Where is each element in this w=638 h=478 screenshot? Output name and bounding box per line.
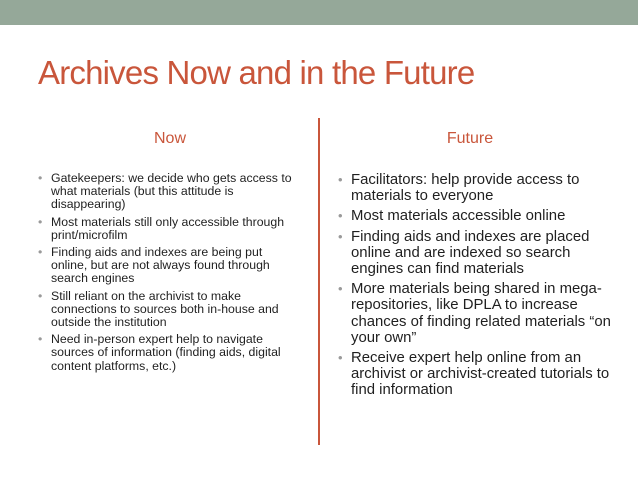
column-divider [318, 118, 320, 445]
slide-title: Archives Now and in the Future [38, 54, 475, 91]
column-heading-now: Now [153, 130, 186, 147]
future-bullet-item: • Most materials accessible online [338, 208, 620, 224]
future-bullet-item: • Facilitators: help provide access to materials to everyone [338, 172, 620, 204]
future-bullet-item: • Receive expert help online from an archivist or archivist-created tutorials to find information [338, 350, 620, 399]
column-heading-future: Future [446, 130, 494, 147]
now-bullet-item: • Most materials still only accessible through print/microfilm [38, 216, 300, 242]
now-bullet-item: • Gatekeepers: we decide who gets access to what materials (but this attitude is disappearing) [38, 172, 300, 212]
future-bullet-item: • More materials being shared in mega-repositories, like DPLA to increase chances of finding related materials “on your own” [338, 281, 620, 346]
now-bullet-item: • Need in-person expert help to navigate sources of information (finding aids, digital content platforms, etc.) [38, 333, 300, 373]
now-bullet-list [38, 172, 300, 377]
top-accent-bar [0, 0, 638, 25]
future-bullet-list [338, 172, 620, 403]
now-bullet-item: • Finding aids and indexes are being put online, but are not always found through search engines [38, 246, 300, 286]
now-bullet-item: • Still reliant on the archivist to make connections to sources both in-house and outside the institution [38, 290, 300, 330]
future-bullet-item: • Finding aids and indexes are placed online and are indexed so search engines can find materials [338, 229, 620, 278]
